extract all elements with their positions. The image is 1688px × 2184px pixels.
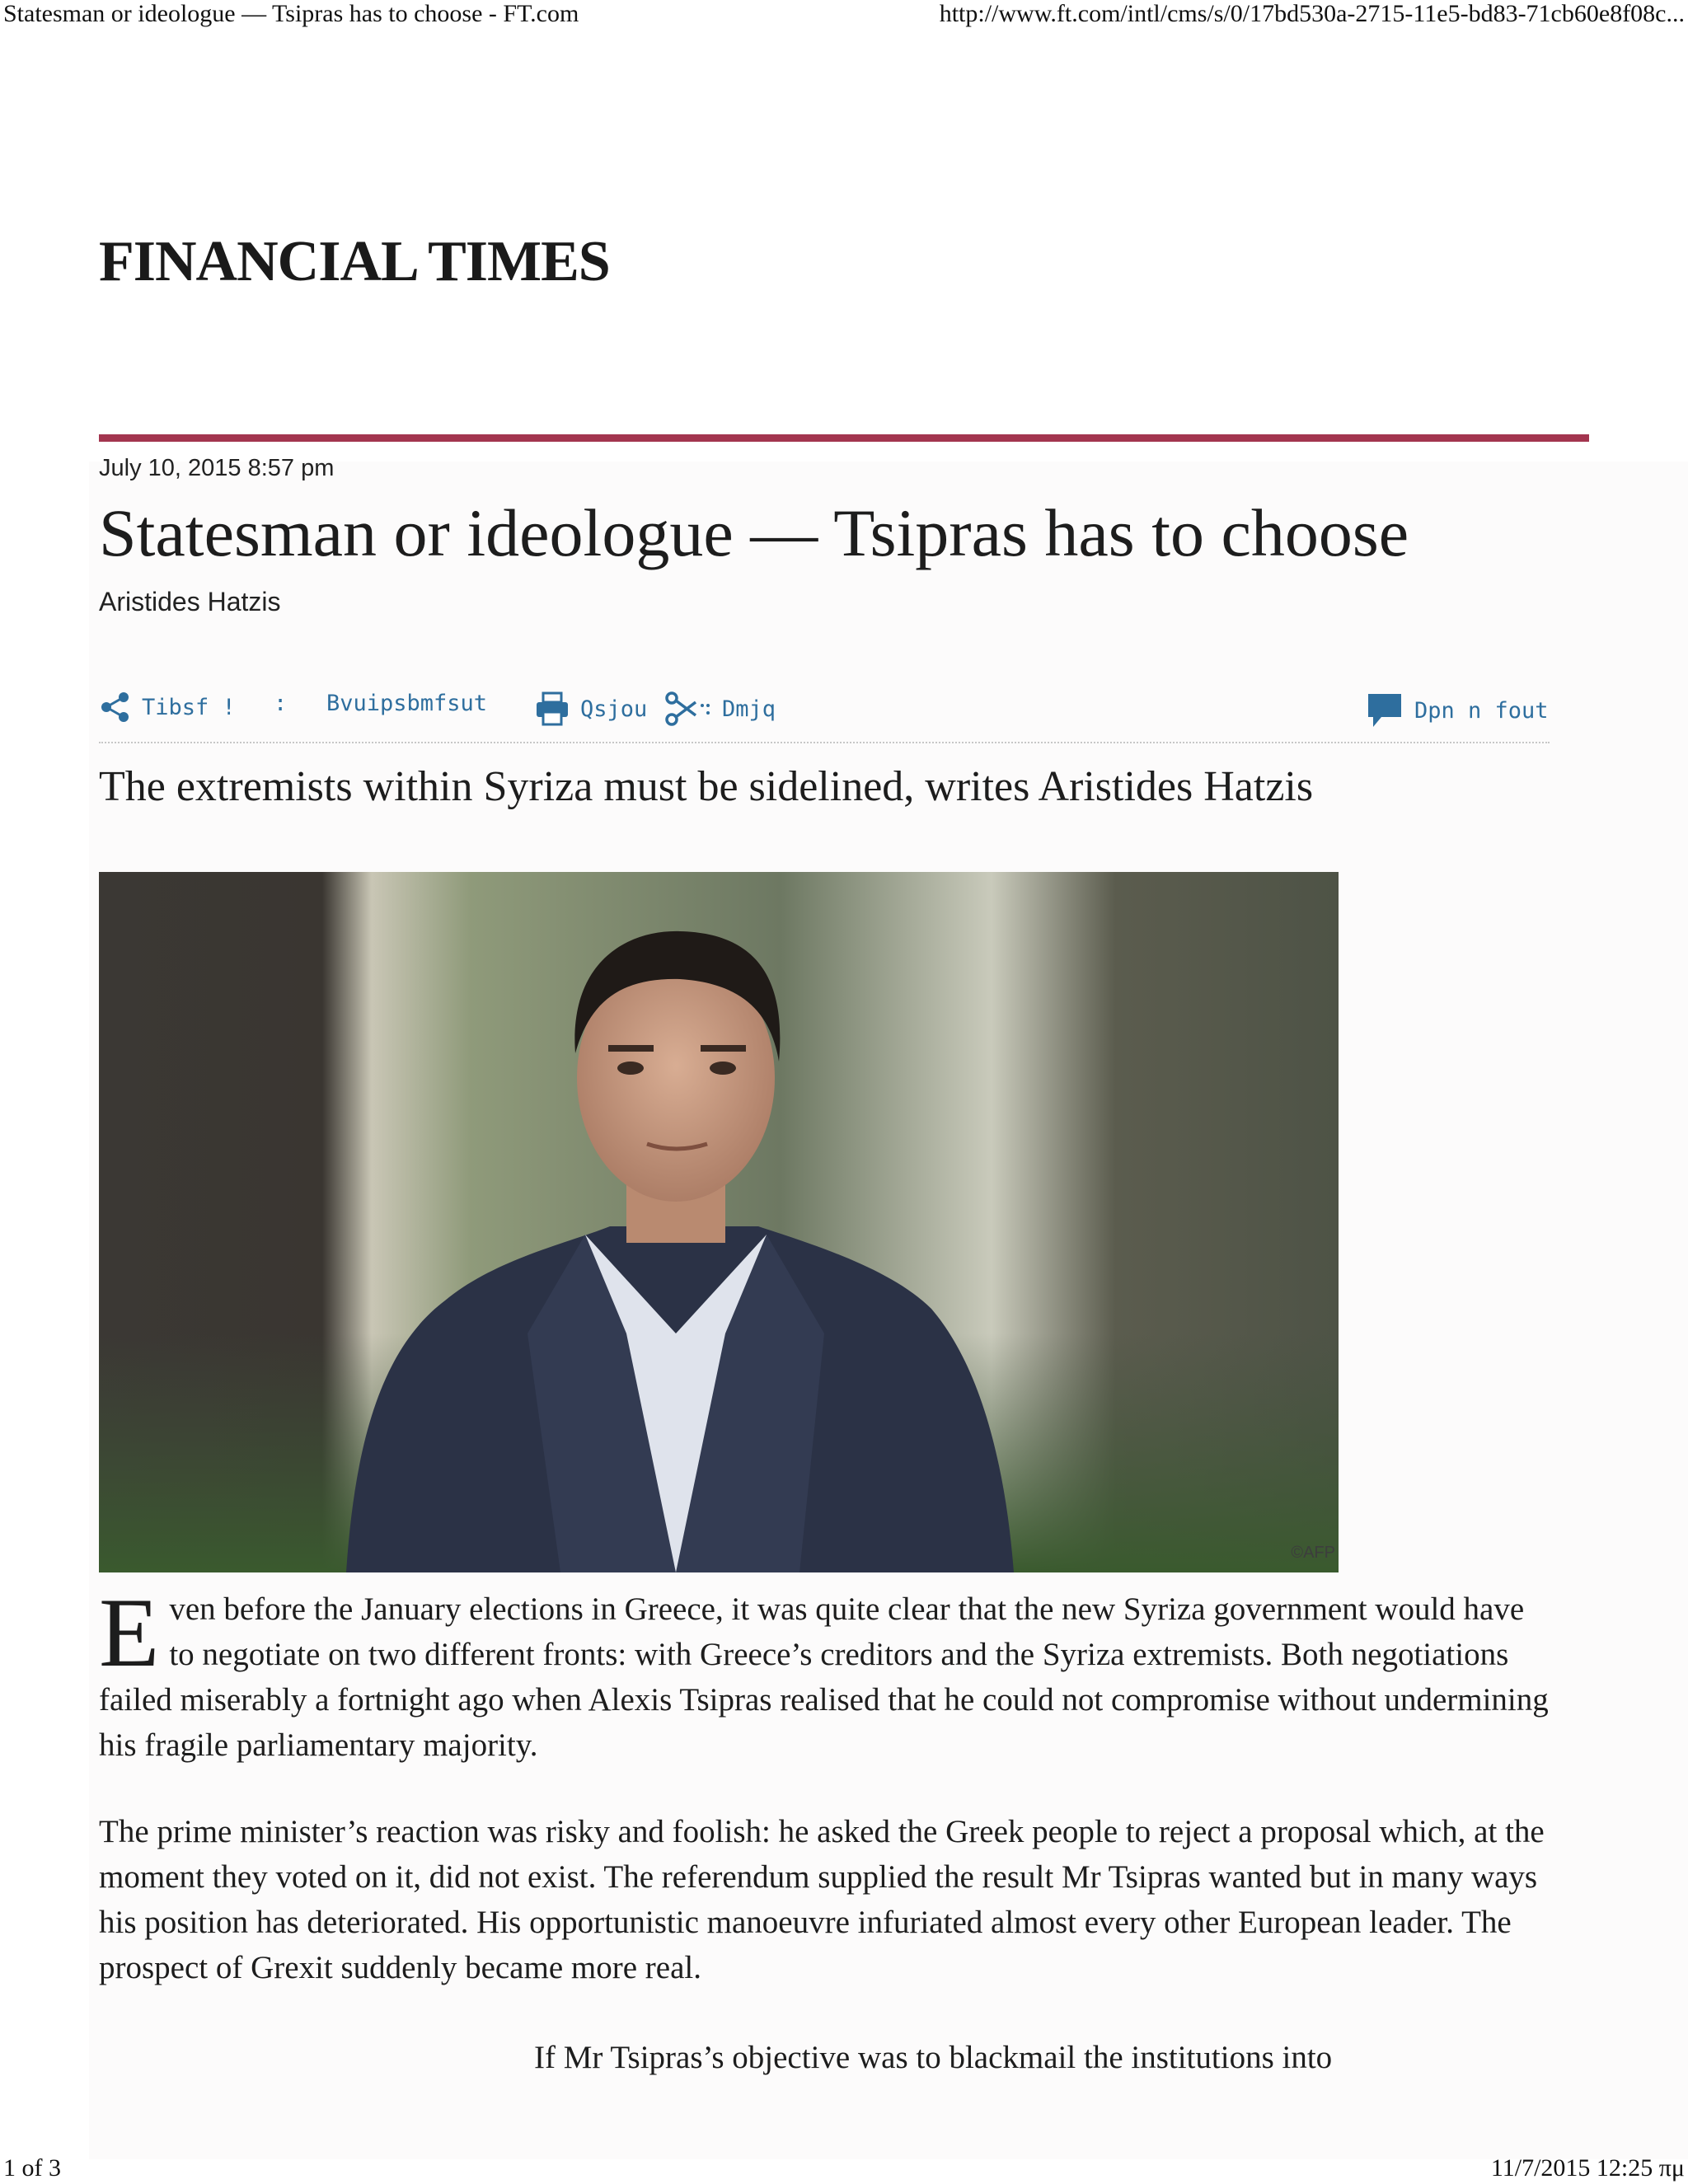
share-button[interactable] xyxy=(99,691,236,724)
print-header-title: Statesman or ideologue — Tsipras has to choose - FT.com xyxy=(3,0,579,27)
print-label: Qsjou xyxy=(580,696,648,722)
comments-label: Dpn n fout xyxy=(1414,697,1549,724)
print-icon xyxy=(534,691,570,727)
article-standfirst: The extremists within Syriza must be sidelined, writes Aristides Hatzis xyxy=(99,763,1314,810)
clip-label: Dmjq xyxy=(722,696,776,722)
share-count-label: : xyxy=(274,691,288,716)
article-photo xyxy=(99,872,1339,1572)
masthead-logo[interactable]: FINANCIAL TIMES xyxy=(99,230,610,293)
masthead-rule xyxy=(99,434,1589,442)
share-count xyxy=(274,691,287,716)
print-button[interactable] xyxy=(534,691,647,727)
photo-credit: ©AFP xyxy=(1291,1544,1335,1562)
tsipras-photo xyxy=(99,872,1339,1572)
article-toolbar xyxy=(99,684,1550,743)
print-footer-datetime: 11/7/2015 12:25 πμ xyxy=(1490,2154,1685,2182)
share-label: Tibsf ! xyxy=(142,694,236,720)
share-icon xyxy=(99,691,132,724)
author-alerts-button[interactable] xyxy=(326,691,487,716)
clip-button[interactable] xyxy=(664,691,776,727)
clip-icon xyxy=(664,691,712,727)
drop-cap: E xyxy=(99,1577,160,1687)
comment-icon xyxy=(1365,691,1404,730)
article-paragraph-1 xyxy=(99,1577,1550,1768)
comments-button[interactable] xyxy=(1365,691,1549,730)
paragraph-1-text: ven before the January elections in Greece, it was quite clear that the new Syriza government would have to negotiate on two different fronts: with Greece’s creditors and the Syriza extremists. Both negotiations failed miserably a fortnight ago when Alexis Tsipras realised that he could not compromise without undermining his fragile parliamentary majority. xyxy=(99,1591,1549,1763)
article-date: July 10, 2015 8:57 pm xyxy=(99,455,335,481)
article-paragraph-2: The prime minister’s reaction was risky and foolish: he asked the Greek people to reject a proposal which, at the moment they voted on it, did not exist. The referendum supplied the result Mr Tsipras wanted but in many ways his position has deteriorated. His opportunistic manoeuvre infuriated almost every other European leader. The prospect of Grexit suddenly became more real. xyxy=(99,1814,1545,1985)
author-alerts-label: Bvuipsbmfsut xyxy=(326,691,488,716)
print-footer-page: 1 of 3 xyxy=(3,2154,61,2182)
article-byline[interactable]: Aristides Hatzis xyxy=(99,587,281,616)
print-header-url[interactable]: http://www.ft.com/intl/cms/s/0/17bd530a-2715-11e5-bd83-71cb60e8f08c... xyxy=(939,0,1685,27)
article-paragraph-3: If Mr Tsipras’s objective was to blackmail the institutions into xyxy=(534,2040,1333,2075)
article-headline: Statesman or ideologue — Tsipras has to choose xyxy=(99,495,1409,570)
